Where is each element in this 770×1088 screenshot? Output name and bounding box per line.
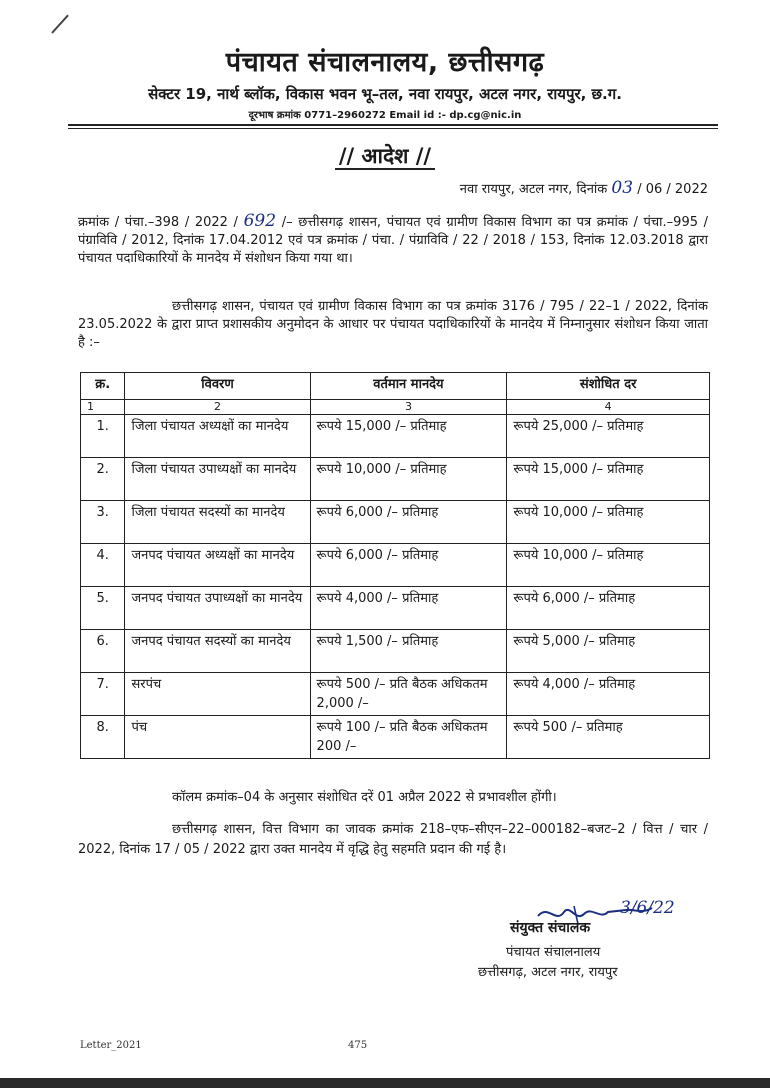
cell-current: रूपये 15,000 /– प्रतिमाह — [310, 415, 507, 458]
pen-mark — [51, 14, 69, 33]
honorarium-table — [80, 372, 710, 759]
paragraph-reference — [78, 212, 708, 268]
cell-revised: रूपये 25,000 /– प्रतिमाह — [507, 415, 710, 458]
org-contact: दूरभाष क्रमांक 0771–2960272 Email id :- dp.cg@nic.in — [248, 110, 522, 121]
note-effective-date: कॉलम क्रमांक–04 के अनुसार संशोधित दरें 01 अप्रैल 2022 से प्रभावशील होंगी। — [172, 790, 557, 805]
signatory-place: छत्तीसगढ़, अटल नगर, रायपुर — [478, 965, 618, 980]
date-day-handwritten: 03 — [611, 178, 634, 198]
table-row — [81, 587, 710, 630]
cell-serial: 5. — [81, 587, 125, 630]
cell-serial: 3. — [81, 501, 125, 544]
date-prefix: नवा रायपुर, अटल नगर, दिनांक — [459, 182, 608, 197]
cell-revised: रूपये 10,000 /– प्रतिमाह — [507, 544, 710, 587]
cell-current: रूपये 6,000 /– प्रतिमाह — [310, 501, 507, 544]
cell-revised: रूपये 15,000 /– प्रतिमाह — [507, 458, 710, 501]
cell-current: रूपये 1,500 /– प्रतिमाह — [310, 630, 507, 673]
cell-description: पंच — [125, 716, 310, 759]
cell-description: जिला पंचायत सदस्यों का मानदेय — [125, 501, 310, 544]
cell-current: रूपये 10,000 /– प्रतिमाह — [310, 458, 507, 501]
scan-edge — [0, 1078, 770, 1088]
col-number: 3 — [310, 400, 507, 415]
table-row — [81, 501, 710, 544]
ref-number-handwritten: 692 — [243, 211, 277, 231]
cell-current: रूपये 6,000 /– प्रतिमाह — [310, 544, 507, 587]
col-header-revised: संशोधित दर — [507, 373, 710, 400]
cell-current: रूपये 100 /– प्रति बैठक अधिकतम 200 /– — [310, 716, 507, 759]
table-row — [81, 415, 710, 458]
cell-current: रूपये 500 /– प्रति बैठक अधिकतम 2,000 /– — [310, 673, 507, 716]
signatory-title: संयुक्त संचालक — [510, 920, 591, 936]
column-number-row — [81, 400, 710, 415]
order-date — [460, 178, 708, 198]
paragraph-approval: छत्तीसगढ़ शासन, पंचायत एवं ग्रामीण विकास विभाग का पत्र क्रमांक 3176 / 795 / 22–1 / 2022, दिनांक 23.05.2022 के द्वारा प्राप्त प्रशासकीय अनुमोदन के आधार पर पंचायत पदाधिकारियों के मानदेय में निम्नानुसार संशोधन किया जाता है :– — [78, 299, 708, 350]
table-row — [81, 544, 710, 587]
table-row — [81, 673, 710, 716]
cell-description: जिला पंचायत अध्यक्षों का मानदेय — [125, 415, 310, 458]
cell-current: रूपये 4,000 /– प्रतिमाह — [310, 587, 507, 630]
org-address: सेक्टर 19, नार्थ ब्लॉक, विकास भवन भू–तल, नवा रायपुर, अटल नगर, रायपुर, छ.ग. — [148, 85, 622, 103]
note-finance-consent: छत्तीसगढ़ शासन, वित्त विभाग का जावक क्रमांक 218–एफ–सीएन–22–000182–बजट–2 / वित्त / चार / 2022, दिनांक 17 / 05 / 2022 द्वारा उक्त मानदेय में वृद्धि हेतु सहमति प्रदान की गई है। — [78, 822, 708, 857]
table-row — [81, 716, 710, 759]
signature-date-handwritten: 3/6/22 — [620, 898, 675, 918]
col-number: 4 — [507, 400, 710, 415]
cell-serial: 8. — [81, 716, 125, 759]
order-title — [0, 142, 770, 170]
order-title-text: // आदेश // — [335, 144, 435, 170]
cell-serial: 4. — [81, 544, 125, 587]
cell-description: जनपद पंचायत उपाध्यक्षों का मानदेय — [125, 587, 310, 630]
header-rule — [68, 124, 718, 126]
cell-description: जिला पंचायत उपाध्यक्षों का मानदेय — [125, 458, 310, 501]
ref-text: /– छत्तीसगढ़ शासन, पंचायत एवं ग्रामीण विकास विभाग का पत्र क्रमांक / पंचा.–995 / पंग्राविवि / 2012, दिनांक 17.04.2012 एवं पत्र क्रमांक / पंचा. / पंग्राविवि / 22 / 2018 / 153, दिनांक 12.03.2018 द्वारा पंचायत पदाधिकारियों के मानदेय में संशोधन किया गया था। — [78, 215, 708, 266]
cell-revised: रूपये 6,000 /– प्रतिमाह — [507, 587, 710, 630]
cell-description: जनपद पंचायत अध्यक्षों का मानदेय — [125, 544, 310, 587]
cell-serial: 7. — [81, 673, 125, 716]
col-number: 1 — [81, 400, 125, 415]
cell-revised: रूपये 10,000 /– प्रतिमाह — [507, 501, 710, 544]
col-header-current: वर्तमान मानदेय — [310, 373, 507, 400]
cell-serial: 6. — [81, 630, 125, 673]
table-row — [81, 630, 710, 673]
cell-revised: रूपये 5,000 /– प्रतिमाह — [507, 630, 710, 673]
signatory-office: पंचायत संचालनालय — [506, 945, 601, 960]
cell-revised: रूपये 500 /– प्रतिमाह — [507, 716, 710, 759]
footer-letter-code: Letter_2021 — [80, 1040, 142, 1051]
header-rule-thin — [68, 128, 718, 129]
cell-description: जनपद पंचायत सदस्यों का मानदेय — [125, 630, 310, 673]
cell-description: सरपंच — [125, 673, 310, 716]
cell-revised: रूपये 4,000 /– प्रतिमाह — [507, 673, 710, 716]
col-header-description: विवरण — [125, 373, 310, 400]
col-header-serial: क्र. — [81, 373, 125, 400]
cell-serial: 1. — [81, 415, 125, 458]
ref-prefix: क्रमांक / पंचा.–398 / 2022 / — [78, 215, 238, 230]
table-header-row — [81, 373, 710, 400]
col-number: 2 — [125, 400, 310, 415]
table-row — [81, 458, 710, 501]
footer-page-number: 475 — [348, 1040, 368, 1051]
org-title: पंचायत संचालनालय, छत्तीसगढ़ — [225, 47, 545, 78]
date-rest: / 06 / 2022 — [637, 182, 708, 197]
cell-serial: 2. — [81, 458, 125, 501]
